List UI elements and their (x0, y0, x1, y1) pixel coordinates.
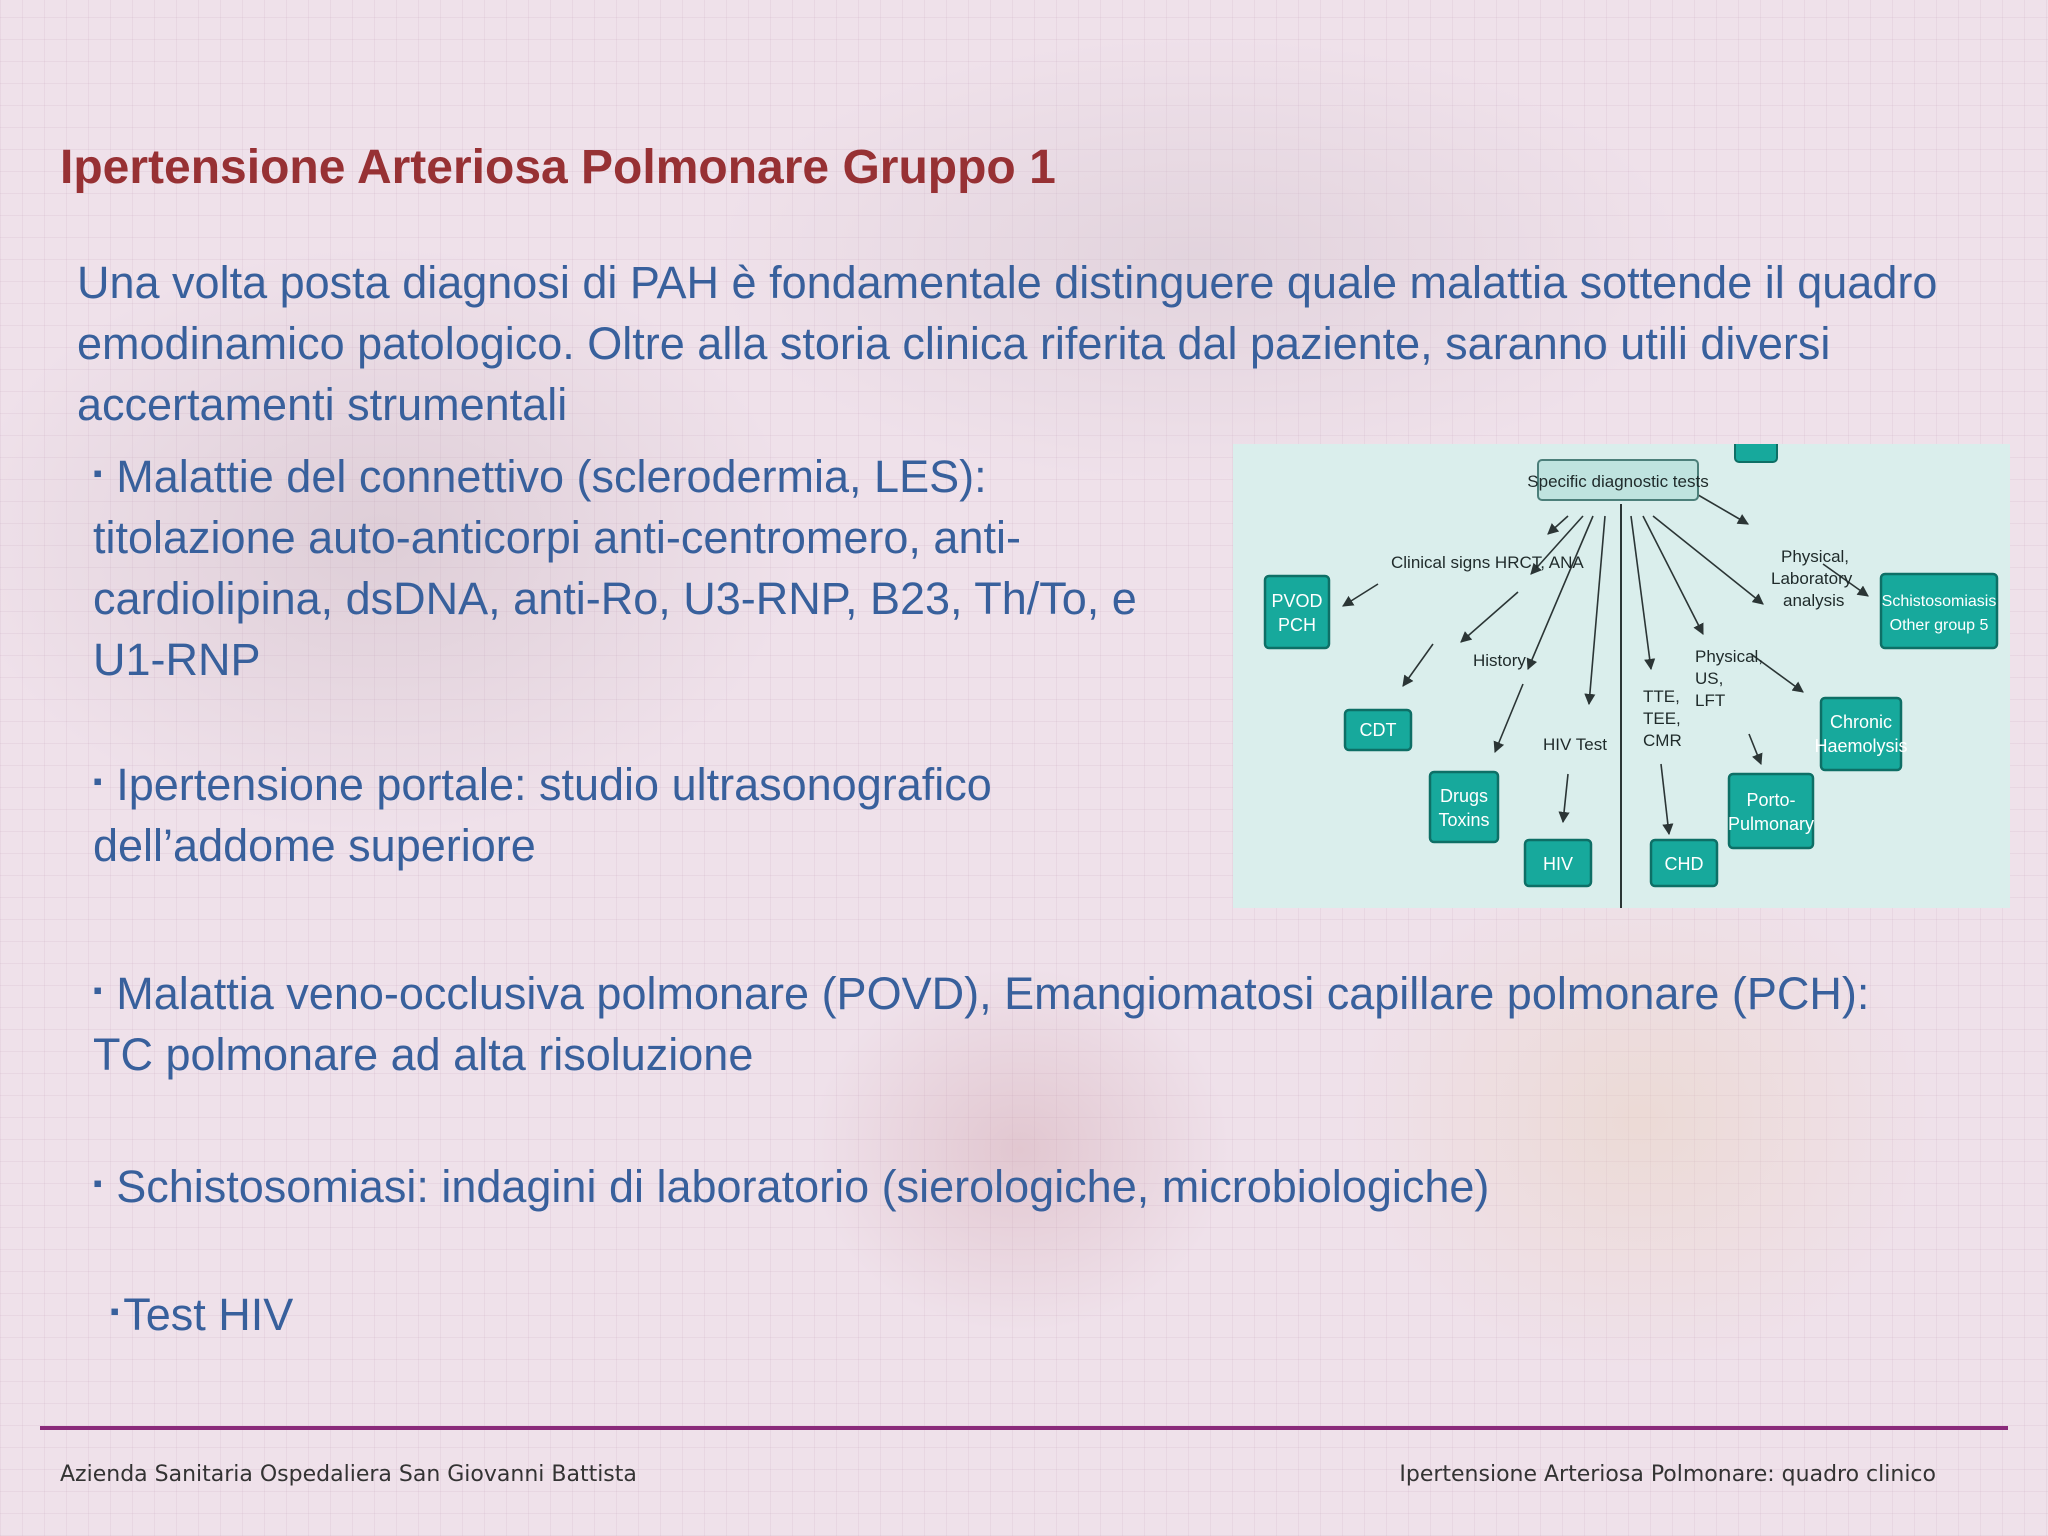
node-pvod-label-2: PCH (1277, 615, 1317, 635)
arrow-to-cdt (1403, 644, 1433, 686)
node-schistosomiasis (1881, 574, 1997, 648)
bullet-marker: ▪ (110, 1296, 120, 1326)
node-drugs-label-2: Toxins (1438, 810, 1490, 830)
label-physical-us-2: US, (1695, 669, 1724, 688)
node-porto-label-2: Pulmonary (1727, 814, 1815, 834)
bullet-hiv-test (110, 1281, 1890, 1345)
node-chronic-haemolysis (1814, 698, 1907, 770)
arrow-to-lab (1693, 492, 1748, 524)
bullet-text: Test HIV (123, 1289, 294, 1340)
bullet-marker: ▪ (93, 458, 103, 488)
node-schisto-label-1: Schistosomiasis (1881, 593, 1997, 610)
bullet-text: Malattia veno-occlusiva polmonare (POVD), Emangiomatosi capillare polmonare (PCH): TC polmonare ad alta risoluzione (93, 968, 1870, 1080)
bullet-marker: ▪ (93, 975, 103, 1005)
label-physical-lab-3: analysis (1783, 591, 1845, 610)
footer-rule (40, 1426, 2008, 1430)
arrow-to-clinical (1548, 516, 1568, 534)
label-echo-2: TEE, (1643, 709, 1681, 728)
flowchart-svg (1233, 444, 2010, 908)
slide-title: Ipertensione Arteriosa Polmonare Gruppo 1 (60, 141, 1056, 194)
node-porto-label-1: Porto- (1746, 790, 1796, 810)
footer-organization: Azienda Sanitaria Ospedaliera San Giovanni Battista (60, 1462, 637, 1487)
arrow-to-chd (1661, 764, 1669, 834)
intro-paragraph: Una volta posta diagnosi di PAH è fondamentale distinguere quale malattia sottende il quadro emodinamico patologico. Oltre alla storia clinica riferita dal paziente, saranno utili diversi accertamenti strumentali (77, 257, 1938, 430)
bullet-portal-hypertension (93, 751, 1193, 876)
label-history: History (1473, 651, 1526, 670)
arrow-drugs (1528, 516, 1593, 669)
label-clinical-signs: Clinical signs HRCT, ANA (1391, 553, 1584, 572)
arrow-echo (1631, 516, 1651, 669)
label-echo-3: CMR (1643, 731, 1682, 750)
node-porto-pulmonary (1728, 774, 1814, 848)
center-node-label: Specific diagnostic tests (1527, 472, 1709, 491)
node-haemolysis-label-2: Haemolysis (1814, 736, 1908, 756)
bullet-connective-tissue (93, 443, 1193, 690)
node-schisto-label-2: Other group 5 (1889, 617, 1989, 634)
diagnostic-flowchart-figure (1233, 444, 2010, 908)
node-pvod-label-1: PVOD (1271, 591, 1323, 611)
node-haemolysis-label-1: Chronic (1829, 712, 1893, 732)
arrow-to-physical-lab (1653, 516, 1763, 604)
arrow-to-history (1461, 592, 1518, 642)
bullet-marker: ▪ (93, 1168, 103, 1198)
node-drugs-label-1: Drugs (1439, 786, 1489, 806)
arrow-to-drugs (1495, 684, 1523, 752)
arrow-to-porto (1749, 734, 1761, 764)
cropped-node (1735, 444, 1777, 462)
bullet-text: Malattie del connettivo (sclerodermia, LES): titolazione auto-anticorpi anti-centromero, anti-cardiolipina, dsDNA, anti-Ro, U3-RNP, B23, Th/To, e U1-RNP (93, 451, 1137, 685)
node-drugs-toxins (1430, 772, 1498, 842)
bullet-text: Ipertensione portale: studio ultrasonografico dell’addome superiore (93, 759, 992, 871)
label-physical-lab-2: Laboratory (1771, 569, 1853, 588)
arrow-physical-us (1643, 516, 1703, 634)
label-physical-us-3: LFT (1695, 691, 1726, 710)
arrow-to-pvod (1343, 584, 1378, 606)
arrow-hiv (1589, 516, 1605, 704)
node-chd-label: CHD (1664, 854, 1704, 874)
node-pvod-pch (1265, 576, 1329, 648)
footer-presentation-title: Ipertensione Arteriosa Polmonare: quadro clinico (1399, 1462, 1936, 1487)
label-echo-1: TTE, (1643, 687, 1680, 706)
node-hiv (1525, 840, 1591, 886)
label-hiv-test: HIV Test (1543, 735, 1607, 754)
bullet-text: Schistosomiasi: indagini di laboratorio (sierologiche, microbiologiche) (116, 1161, 1490, 1212)
node-cdt (1345, 710, 1411, 750)
node-chd (1651, 840, 1717, 886)
label-physical-lab-1: Physical, (1781, 547, 1850, 566)
arrow-to-hiv (1563, 774, 1568, 822)
bullet-marker: ▪ (93, 766, 103, 796)
node-hiv-label: HIV (1542, 854, 1574, 874)
bullet-schistosomiasis (93, 1153, 1873, 1217)
label-physical-us-1: Physical, (1695, 647, 1764, 666)
node-cdt-label: CDT (1359, 720, 1397, 740)
bullet-pvod-pch (93, 960, 1873, 1085)
